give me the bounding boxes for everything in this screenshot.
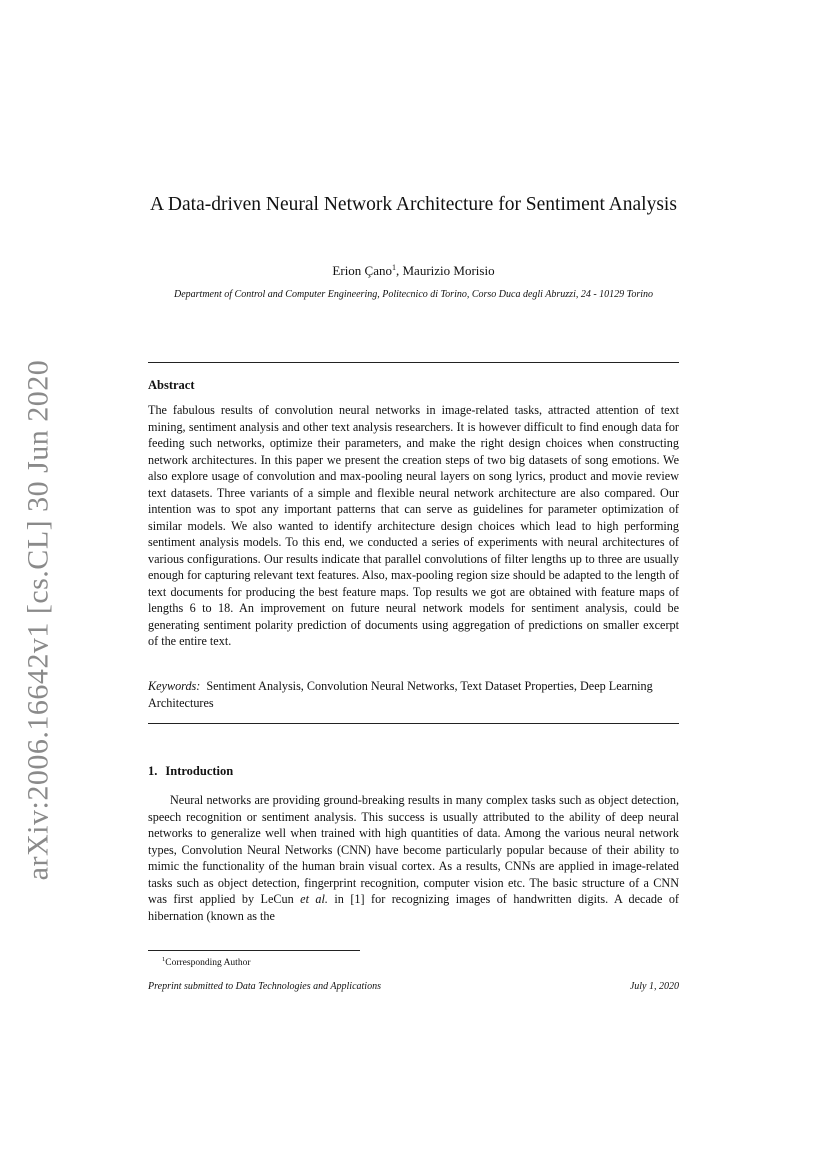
- introduction-text: Neural networks are providing ground-breaking results in many complex tasks such as object detection, speech recognition or sentiment analysis. This success is usually attributed to the ability of deep neural networks to generalize well when trained with high quantities of data. Among the various neural network types, Convolution Neural Networks (CNN) have become particularly popular because of their ability to mimic the functionality of the human brain visual cortex. As a results, CNNs are applied in image-related tasks such as object detection, fingerprint recognition, computer vision etc. The basic structure of a CNN was first applied by LeCun: [148, 793, 679, 906]
- footnote-marker: 1: [162, 956, 166, 963]
- author-cano: Erion Çano: [332, 263, 392, 278]
- author-list: [148, 263, 679, 279]
- author-cano-footnote-marker[interactable]: 1: [392, 263, 396, 272]
- paper-title: A Data-driven Neural Network Architecture for Sentiment Analysis: [150, 194, 677, 215]
- footer-preprint-note: Preprint submitted to Data Technologies and Applications: [148, 981, 381, 992]
- footnote-rule: [148, 950, 360, 951]
- section-heading-introduction: [148, 764, 233, 779]
- arxiv-identifier-text: arXiv:2006.16642v1 [cs.CL] 30 Jun 2020: [21, 359, 54, 881]
- keywords-line: [148, 678, 679, 711]
- section-number: 1.: [148, 764, 158, 778]
- keywords-text: Sentiment Analysis, Convolution Neural Networks, Text Dataset Properties, Deep Learning Architectures: [148, 679, 653, 710]
- introduction-et-al: et al.: [300, 892, 328, 906]
- author-separator: ,: [396, 263, 403, 278]
- introduction-paragraph: [148, 792, 679, 924]
- introduction-text-end: in [1] for recognizing images of handwritten digits. A decade of hibernation (known as the: [148, 892, 679, 923]
- abstract-top-rule: [148, 362, 679, 363]
- abstract-heading: Abstract: [148, 378, 195, 392]
- author-affiliation: Department of Control and Computer Engineering, Politecnico di Torino, Corso Duca degli Abruzzi, 24 - 10129 Torino: [174, 289, 653, 300]
- abstract-text: The fabulous results of convolution neural networks in image-related tasks, attracted attention of text mining, sentiment analysis and other text analysis researchers. It is however difficult to find enough data for feeding such networks, optimize their parameters, and make the right design choices when constructing network architectures. In this paper we present the creation steps of two big datasets of song emotions. We also explore usage of convolution and max-pooling neural layers on song lyrics, product and movie review text datasets. Three variants of a simple and flexible neural network architecture are also compared. Our intention was to spot any important patterns that can serve as guidelines for parameter optimization of similar models. We also wanted to identify architecture design choices which lead to high performing sentiment analysis models. To this end, we conducted a series of experiments with neural architectures of various configurations. Our results indicate that parallel convolutions of filter lengths up to three are usually enough for capturing relevant text features. Also, max-pooling region size should be adapted to the length of text documents for producing the best feature maps. Top results we got are obtained with feature maps of lengths 6 to 18. An improvement on future neural network models for sentiment analysis, could be generating sentiment polarity prediction of documents using aggregation of predictions on smaller excerpt of the entire text.: [148, 403, 679, 648]
- footer-date: July 1, 2020: [629, 981, 679, 992]
- footnote: [162, 956, 250, 968]
- section-title: Introduction: [165, 764, 234, 778]
- keywords-label: Keywords:: [148, 679, 201, 693]
- footnote-text: Corresponding Author: [165, 958, 251, 968]
- abstract-bottom-rule: [148, 723, 679, 724]
- arxiv-identifier-stamp: [8, 360, 68, 880]
- author-morisio: Maurizio Morisio: [402, 263, 495, 278]
